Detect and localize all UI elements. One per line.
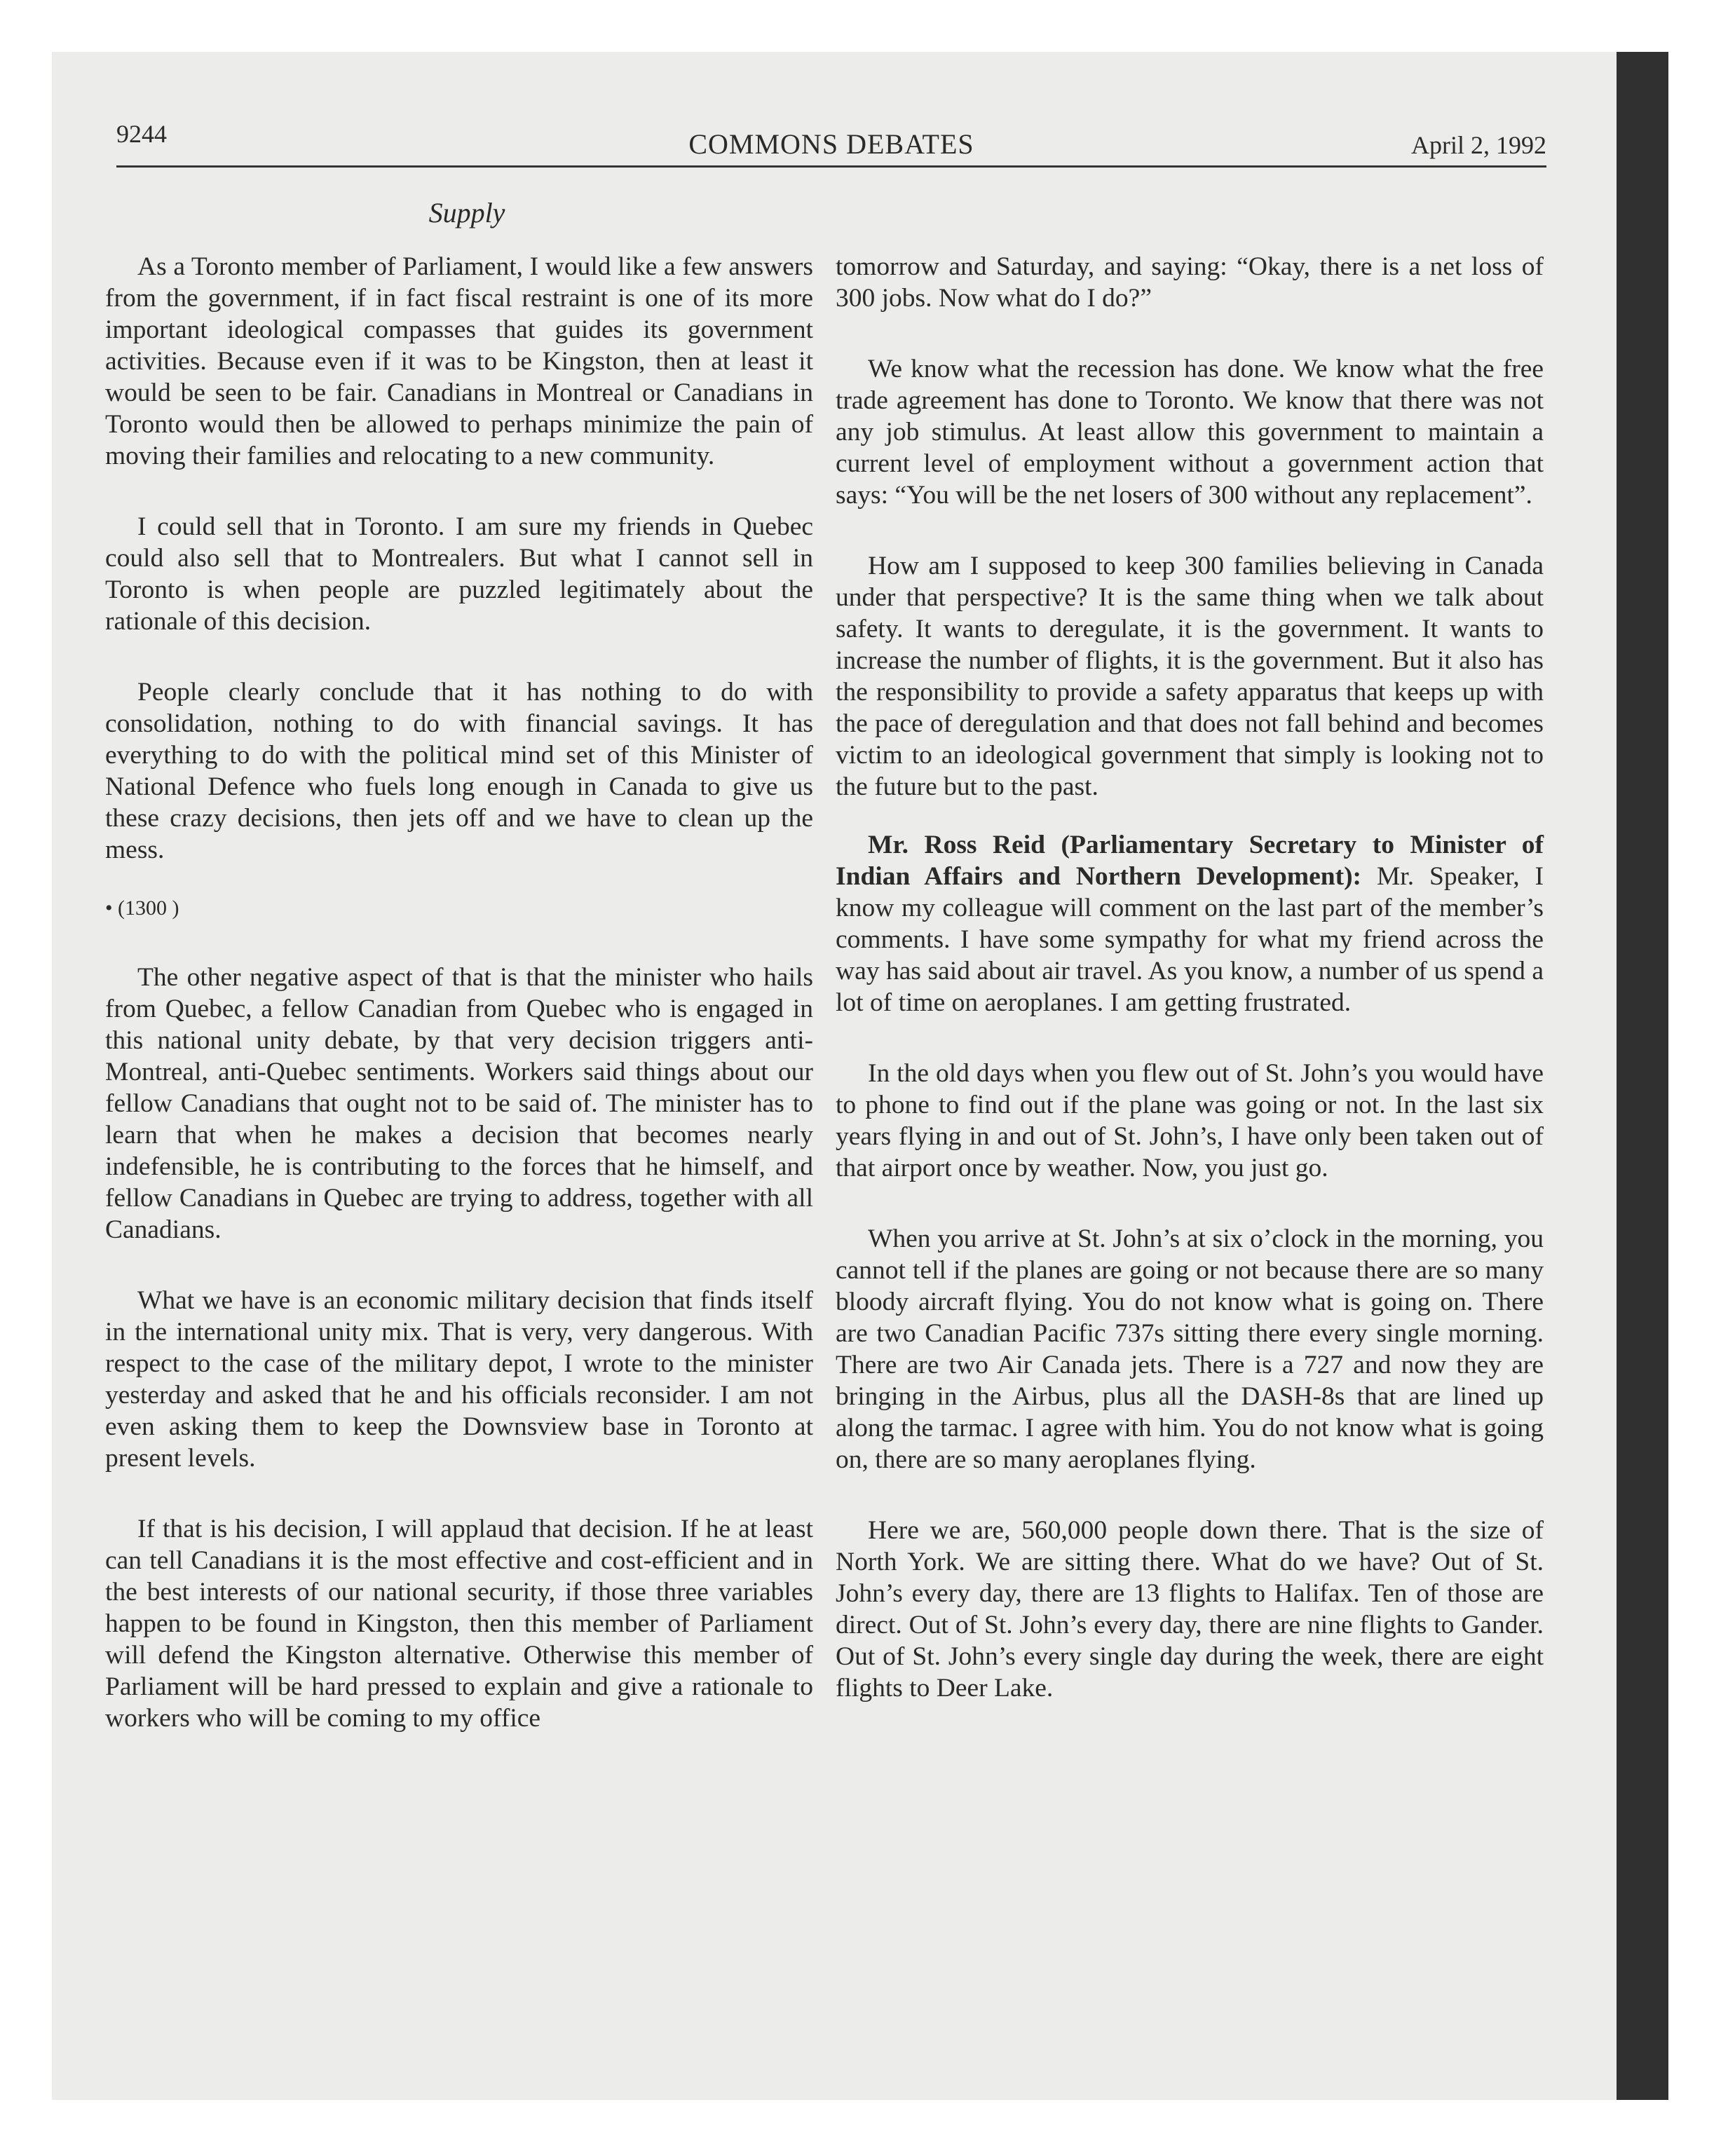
paragraph: When you arrive at St. John’s at six o’clock in the morning, you cannot tell if the planes are going or not because there are so many bloody aircraft flying. You do not know what is going on. There are two Canadian Pacific 737s sitting there every single morning. There are two Air Canada jets. There is a 727 and now they are bringing in the Airbus, plus all the DASH-8s that are lined up along the tarmac. I agree with him. You do not know what is going on, there are so many aeroplanes flying. [836,1224,1544,1474]
paragraph: People clearly conclude that it has nothing to do with consolidation, nothing to do with financial savings. It has everything to do with the political mind set of this Minister of National Defence who fuels long enough in Canada to give us these crazy decisions, then jets off and we have to clean up the mess. [105,678,813,864]
section-heading: Supply [428,197,505,228]
speaker-paragraph [836,829,1544,1018]
page-header [116,112,1546,168]
paragraph: How am I supposed to keep 300 families believing in Canada under that perspective? It is the same thing when we talk about safety. It wants to deregulate, it is the government. It wants to increase the number of flights, it is the government. But it also has the responsibility to provide a safety apparatus that keeps up with the pace of deregulation and that does not fall behind and becomes victim to an ideological government that simply is looking not to the future but to the past. [836,552,1544,801]
paragraph: Here we are, 560,000 people down there. That is the size of North York. We are sitting there. What do we have? Out of St. John’s every day, there are 13 flights to Halifax. Ten of those are direct. Out of St. John’s every day, there are nine flights to Gander. Out of St. John’s every single day during the week, there are eight flights to Deer Lake. [836,1516,1544,1703]
paragraph: The other negative aspect of that is that the minister who hails from Quebec, a fellow Canadian from Quebec who is engaged in this national unity debate, by that very decision triggers anti-Montreal, anti-Quebec sentiments. Workers said things about our fellow Canadians that ought not to be said of. The minister has to learn that when he makes a decision that becomes nearly indefensible, he is contributing to the forces that he himself, and fellow Canadians in Quebec are trying to address, together with all Canadians. [105,963,813,1244]
paragraph: As a Toronto member of Parliament, I would like a few answers from the government, if in fact fiscal restraint is one of its more important ideological compasses that guides its government activities. Because even if it was to be Kingston, then at least it would be seen to be fair. Canadians in Montreal or Canadians in Toronto would then be allowed to perhaps minimize the pain of moving their families and relocating to a new community. [105,252,813,470]
running-title: COMMONS DEBATES [688,128,974,160]
speaker-text: Mr. Speaker, I know my colleague will comment on the last part of the member’s comments. I have some sympathy for what my friend across the way has said about air travel. As you know, a number of us spend a lot of time on aeroplanes. I am getting frustrated. [836,862,1544,1017]
right-column [836,251,1544,1743]
header-rule [116,165,1546,168]
paragraph: I could sell that in Toronto. I am sure my friends in Quebec could also sell that to Montrealers. But what I cannot sell in Toronto is when people are puzzled legitimately about the rationale of this decision. [105,512,813,636]
page-number: 9244 [116,120,167,148]
paragraph: We know what the recession has done. We know what the free trade agreement has done to Toronto. We know that there was not any job stimulus. At least allow this government to maintain a current level of employment without a government action that says: “You will be the net losers of 300 without any replacement”. [836,355,1544,510]
time-marker: • (1300 ) [105,896,179,920]
left-column [105,251,813,1773]
header-date: April 2, 1992 [1411,131,1546,159]
speaker-name: Mr. Ross Reid (Parliamentary Secretary to Minister of Indian Affairs and Northern Development): [836,831,1544,891]
binding-edge [1617,52,1668,2100]
paragraph: What we have is an economic military decision that finds itself in the international unity mix. That is very, very dangerous. With respect to the case of the military depot, I wrote to the minister yesterday and asked that he and his officials reconsider. I am not even asking them to keep the Downsview base in Toronto at present levels. [105,1286,813,1473]
paragraph: tomorrow and Saturday, and saying: “Okay, there is a net loss of 300 jobs. Now what do I do?” [836,252,1544,313]
paragraph: If that is his decision, I will applaud that decision. If he at least can tell Canadians it is the most effective and cost-efficient and in the best interests of our national security, if those three variables happen to be found in Kingston, then this member of Parliament will defend the Kingston alternative. Otherwise this member of Parliament will be hard pressed to explain and give a rationale to workers who will be coming to my office [105,1515,813,1733]
paragraph: In the old days when you flew out of St. John’s you would have to phone to find out if the plane was going or not. In the last six years flying in and out of St. John’s, I have only been taken out of that airport once by weather. Now, you just go. [836,1059,1544,1182]
